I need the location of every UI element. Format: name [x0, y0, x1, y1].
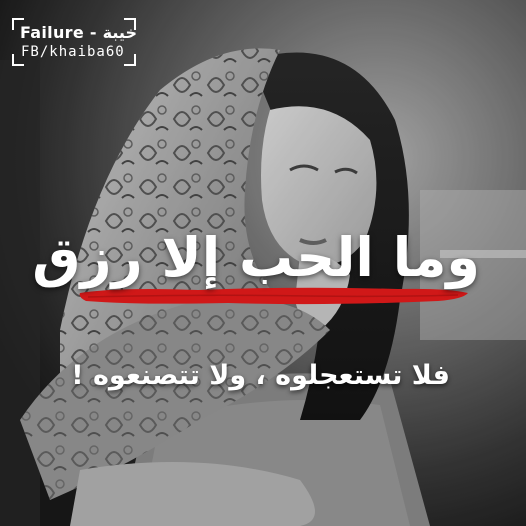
logo-corner-bottom-right [124, 54, 136, 66]
quote-subline: فلا تستعجلوه ، ولا تتصنعوه ! [71, 360, 450, 391]
logo-brand-text: Failure - خيبة [20, 23, 137, 42]
logo-handle-text: FB/khaiba60 [21, 44, 125, 60]
brand-logo [12, 18, 136, 66]
quote-headline: وما الحب إلا رزق [32, 226, 480, 289]
